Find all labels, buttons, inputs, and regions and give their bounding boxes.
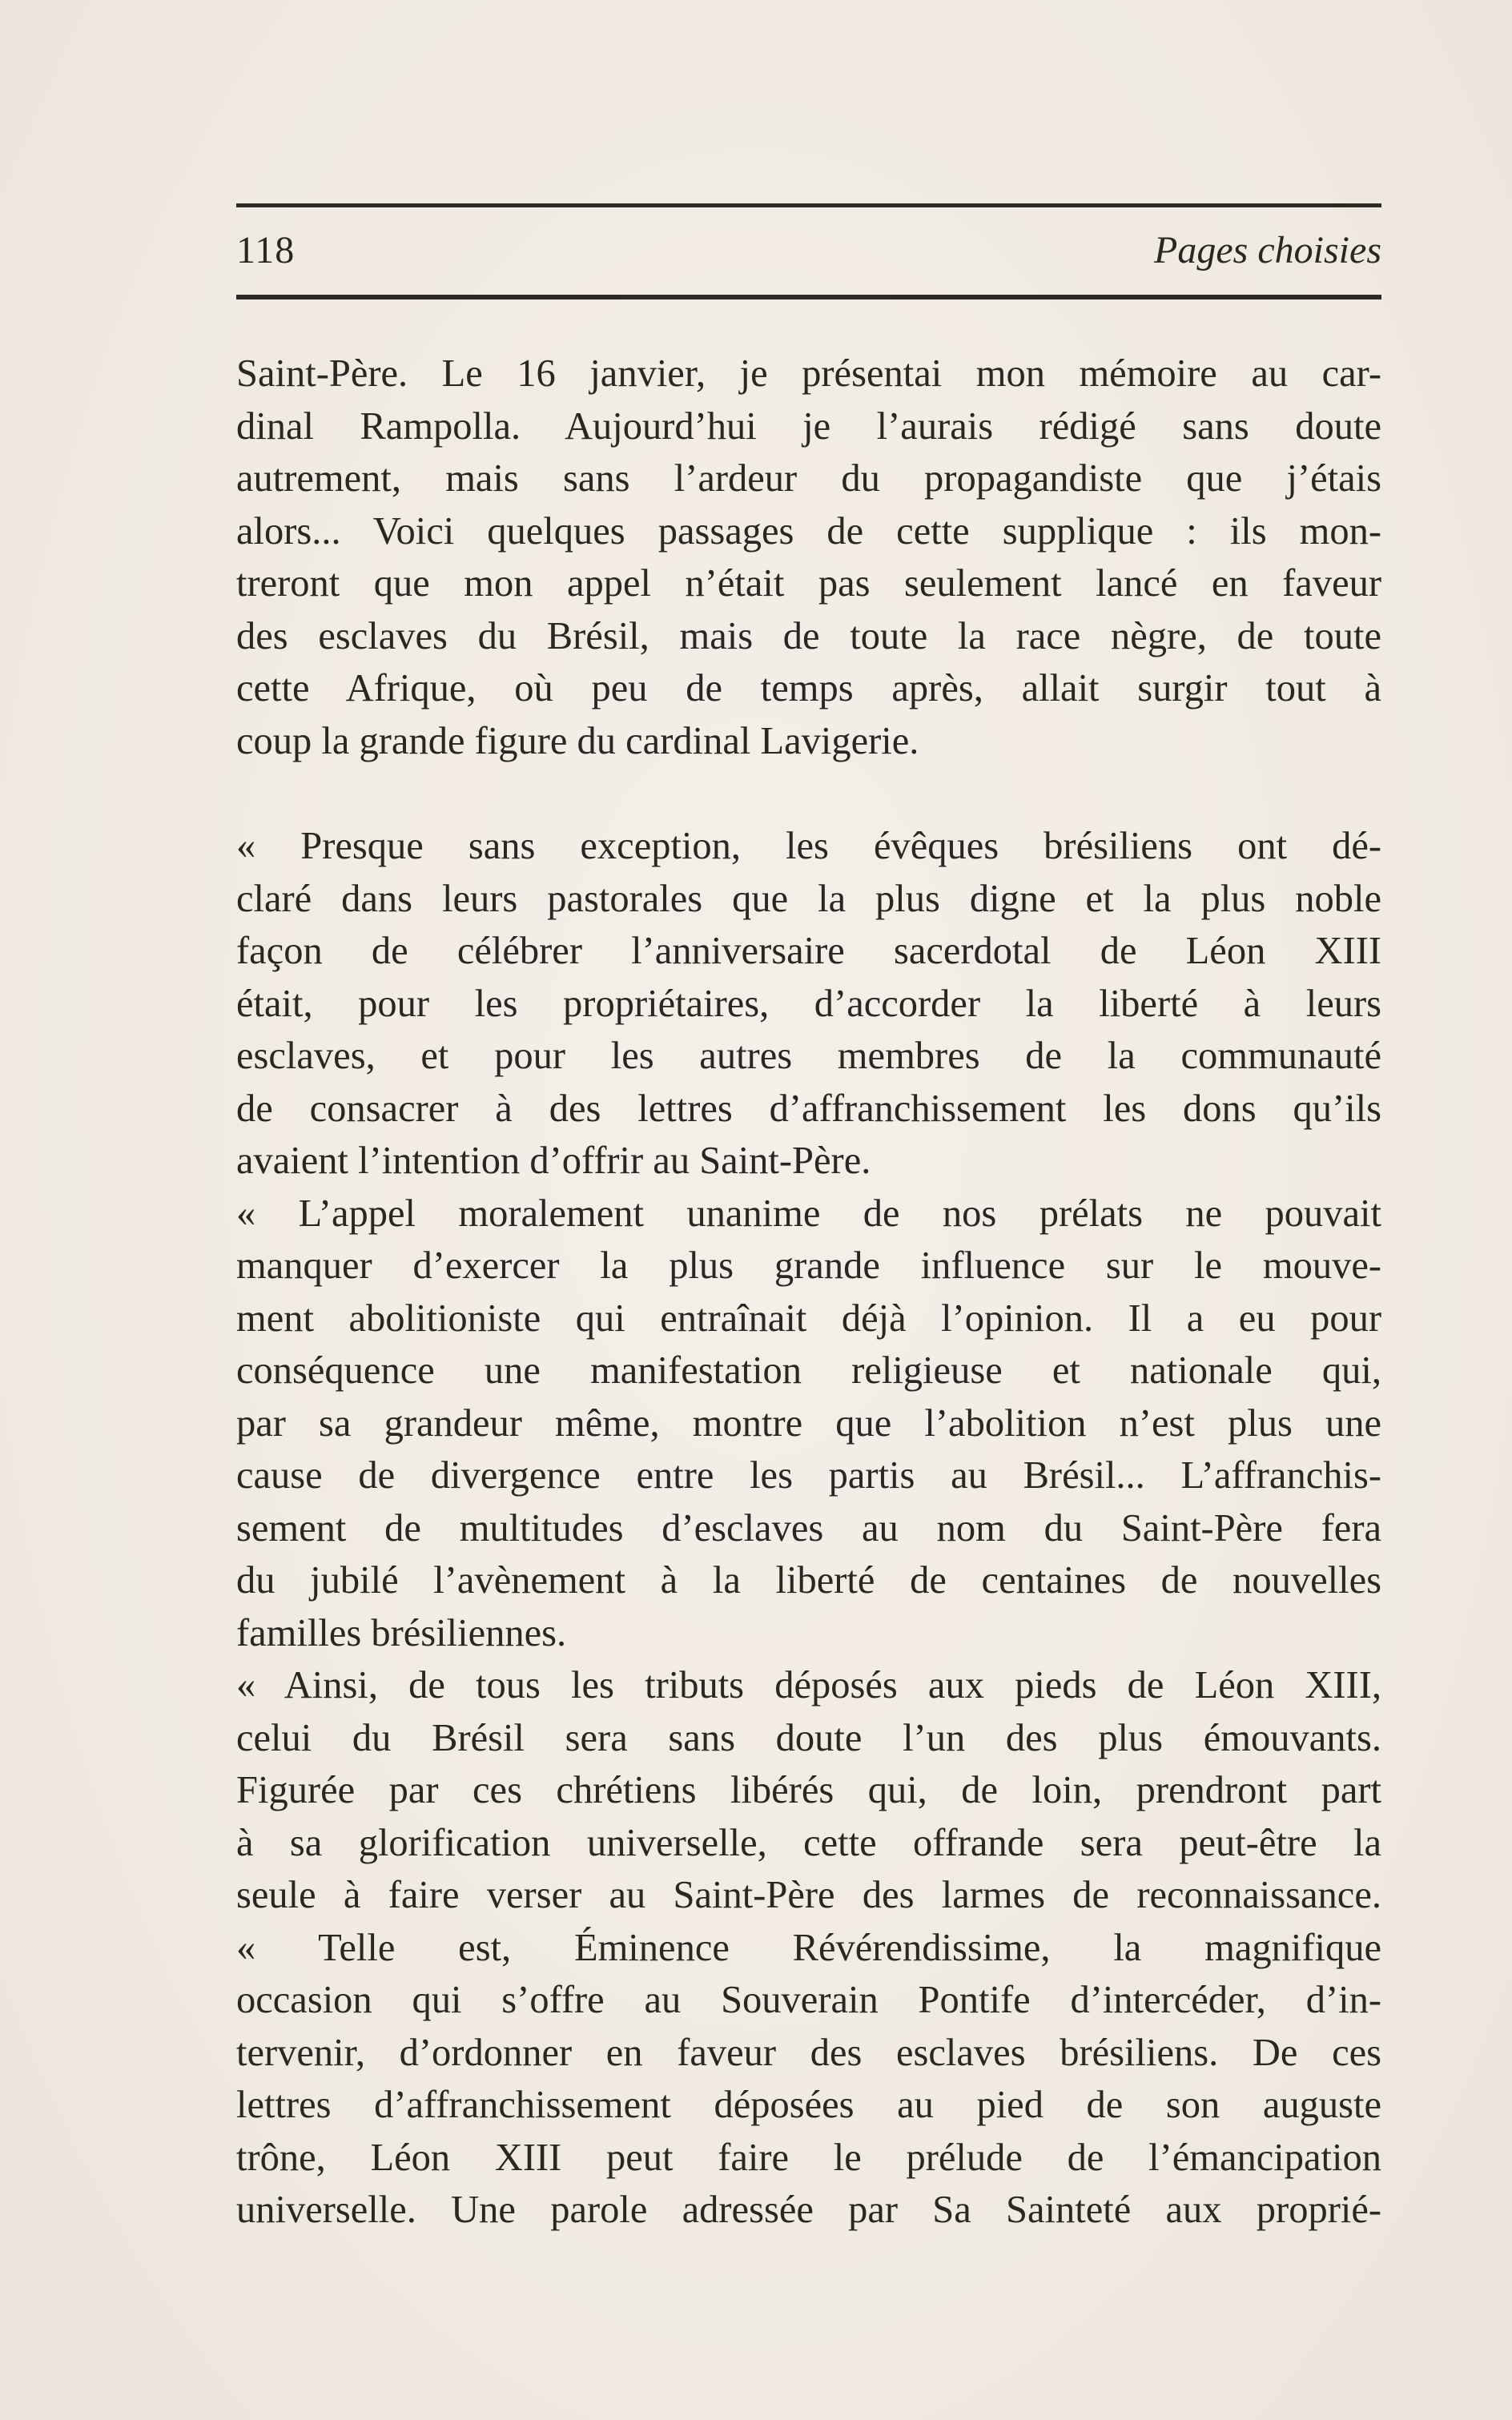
text-line: autrement, mais sans l’ardeur du propagandiste que j’étais <box>236 457 1381 500</box>
text-line: tervenir, d’ordonner en faveur des esclaves brésiliens. De ces <box>236 2031 1381 2074</box>
text-line: esclaves, et pour les autres membres de la communauté <box>236 1035 1381 1077</box>
text-line: trône, Léon XIII peut faire le prélude de l’émancipation <box>236 2136 1381 2179</box>
text-line: des esclaves du Brésil, mais de toute la race nègre, de toute <box>236 614 1381 657</box>
text-line: « L’appel moralement unanime de nos prélats ne pouvait <box>236 1192 1381 1235</box>
text-line: alors... Voici quelques passages de cette supplique : ils mon- <box>236 509 1381 553</box>
text-line: cause de divergence entre les partis au Brésil... L’affranchis- <box>236 1454 1381 1497</box>
paragraph-gap <box>236 767 1381 820</box>
text-line: par sa grandeur même, montre que l’abolition n’est plus une <box>236 1401 1381 1445</box>
text-line: dinal Rampolla. Aujourd’hui je l’aurais rédigé sans doute <box>236 404 1381 448</box>
text-line: lettres d’affranchissement déposées au pied de son auguste <box>236 2084 1381 2126</box>
text-line: claré dans leurs pastorales que la plus digne et la plus noble <box>236 877 1381 920</box>
text-line: ment abolitioniste qui entraînait déjà l’opinion. Il a eu pour <box>236 1296 1381 1340</box>
text-line: universelle. Une parole adressée par Sa Sainteté aux proprié- <box>236 2189 1381 2231</box>
text-line: « Ainsi, de tous les tributs déposés aux pieds de Léon XIII, <box>236 1664 1381 1706</box>
text-line: treront que mon appel n’était pas seulement lancé en faveur <box>236 562 1381 605</box>
body-text <box>236 348 1381 2237</box>
paragraph <box>236 348 1381 767</box>
text-line: cette Afrique, où peu de temps après, allait surgir tout à <box>236 667 1381 710</box>
header-rule-top <box>236 203 1381 207</box>
text-line: façon de célébrer l’anniversaire sacerdotal de Léon XIII <box>236 930 1381 972</box>
text-line: sement de multitudes d’esclaves au nom du Saint-Père fera <box>236 1506 1381 1550</box>
text-line: conséquence une manifestation religieuse et nationale qui, <box>236 1349 1381 1392</box>
paragraph <box>236 1659 1381 1922</box>
text-line: Saint-Père. Le 16 janvier, je présentai mon mémoire au car- <box>236 352 1381 395</box>
text-line: coup la grande figure du cardinal Lavigerie. <box>236 719 919 762</box>
page-number: 118 <box>236 229 296 271</box>
text-line: à sa glorification universelle, cette offrande sera peut-être la <box>236 1821 1381 1864</box>
running-head <box>236 223 1381 279</box>
paragraph <box>236 820 1381 1188</box>
text-line: était, pour les propriétaires, d’accorder la liberté à leurs <box>236 982 1381 1025</box>
text-line: du jubilé l’avènement à la liberté de centaines de nouvelles <box>236 1559 1381 1602</box>
text-line: occasion qui s’offre au Souverain Pontife d’intercéder, d’in- <box>236 1979 1381 2021</box>
paragraph <box>236 1188 1381 1660</box>
running-title: Pages choisies <box>1154 229 1381 271</box>
text-line: manquer d’exercer la plus grande influence sur le mouve- <box>236 1244 1381 1287</box>
text-line: de consacrer à des lettres d’affranchissement les dons qu’ils <box>236 1087 1381 1130</box>
text-line: Figurée par ces chrétiens libérés qui, de loin, prendront part <box>236 1769 1381 1811</box>
text-line: seule à faire verser au Saint-Père des larmes de reconnaissance. <box>236 1874 1381 1916</box>
text-line: avaient l’intention d’offrir au Saint-Père. <box>236 1140 871 1182</box>
text-line: celui du Brésil sera sans doute l’un des plus émouvants. <box>236 1716 1381 1759</box>
header-rule-bottom <box>236 295 1381 299</box>
text-line: familles brésiliennes. <box>236 1611 567 1654</box>
text-line: « Presque sans exception, les évêques brésiliens ont dé- <box>236 825 1381 867</box>
text-line: « Telle est, Éminence Révérendissime, la magnifique <box>236 1926 1381 1969</box>
paragraph <box>236 1922 1381 2237</box>
